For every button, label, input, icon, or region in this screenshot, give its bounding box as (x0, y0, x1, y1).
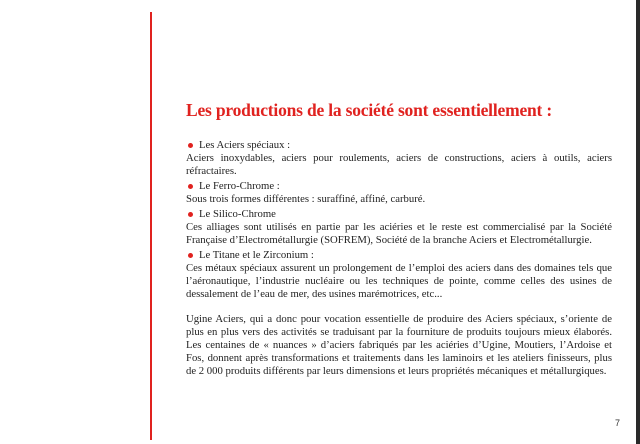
page-heading: Les productions de la société sont essentiellement : (186, 100, 552, 120)
section-title: Le Silico-Chrome (199, 208, 276, 220)
section-aciers-speciaux (186, 139, 612, 178)
page-number: 7 (614, 418, 620, 428)
bullet-dot-icon (188, 143, 193, 148)
bullet-dot-icon (188, 253, 193, 258)
section-text: Ces métaux spéciaux assurent un prolongement de l’emploi des aciers dans des domaines tels que l’aéronautique, l’industrie nucléaire ou les techniques de pointe, comme celles des usines de dessalement de l’eau de mer, des usines marémotrices, etc... (186, 262, 612, 300)
red-vertical-rule (150, 12, 152, 440)
closing-paragraph: Ugine Aciers, qui a donc pour vocation essentielle de produire des Aciers spéciaux, s’oriente de plus en plus vers des activités se traduisant par la fourniture de produits toujours mieux élaborés. Les centaines de « nuances » d’aciers fabriqués par les aciéries d’Ugine, Moutiers, l’Ardoise et Fos, donnent après transformations et traitements dans les laminoirs et les ateliers finisseurs, plus de 2 000 produits différents par leurs dimensions et leurs propriétés mécaniques et métallurgiques. (186, 313, 612, 377)
section-silico-chrome (186, 208, 612, 247)
section-text: Aciers inoxydables, aciers pour roulements, aciers de constructions, aciers à outils, aciers réfractaires. (186, 152, 612, 177)
section-ferro-chrome (186, 180, 612, 206)
section-titane-zirconium (186, 249, 612, 301)
section-text: Ces alliages sont utilisés en partie par les aciéries et le reste est commercialisé par la Société Française d’Electrométallurgie (SOFREM), Société de la branche Aciers et Electrométallurgie. (186, 221, 612, 246)
section-title: Les Aciers spéciaux : (199, 139, 291, 151)
bullet-dot-icon (188, 184, 193, 189)
bullet-dot-icon (188, 212, 193, 217)
section-title: Le Ferro-Chrome : (199, 180, 280, 192)
section-title: Le Titane et le Zirconium : (199, 249, 314, 261)
document-body (186, 100, 612, 378)
page-edge (636, 0, 640, 444)
section-text: Sous trois formes différentes : suraffiné, affiné, carburé. (186, 193, 426, 205)
